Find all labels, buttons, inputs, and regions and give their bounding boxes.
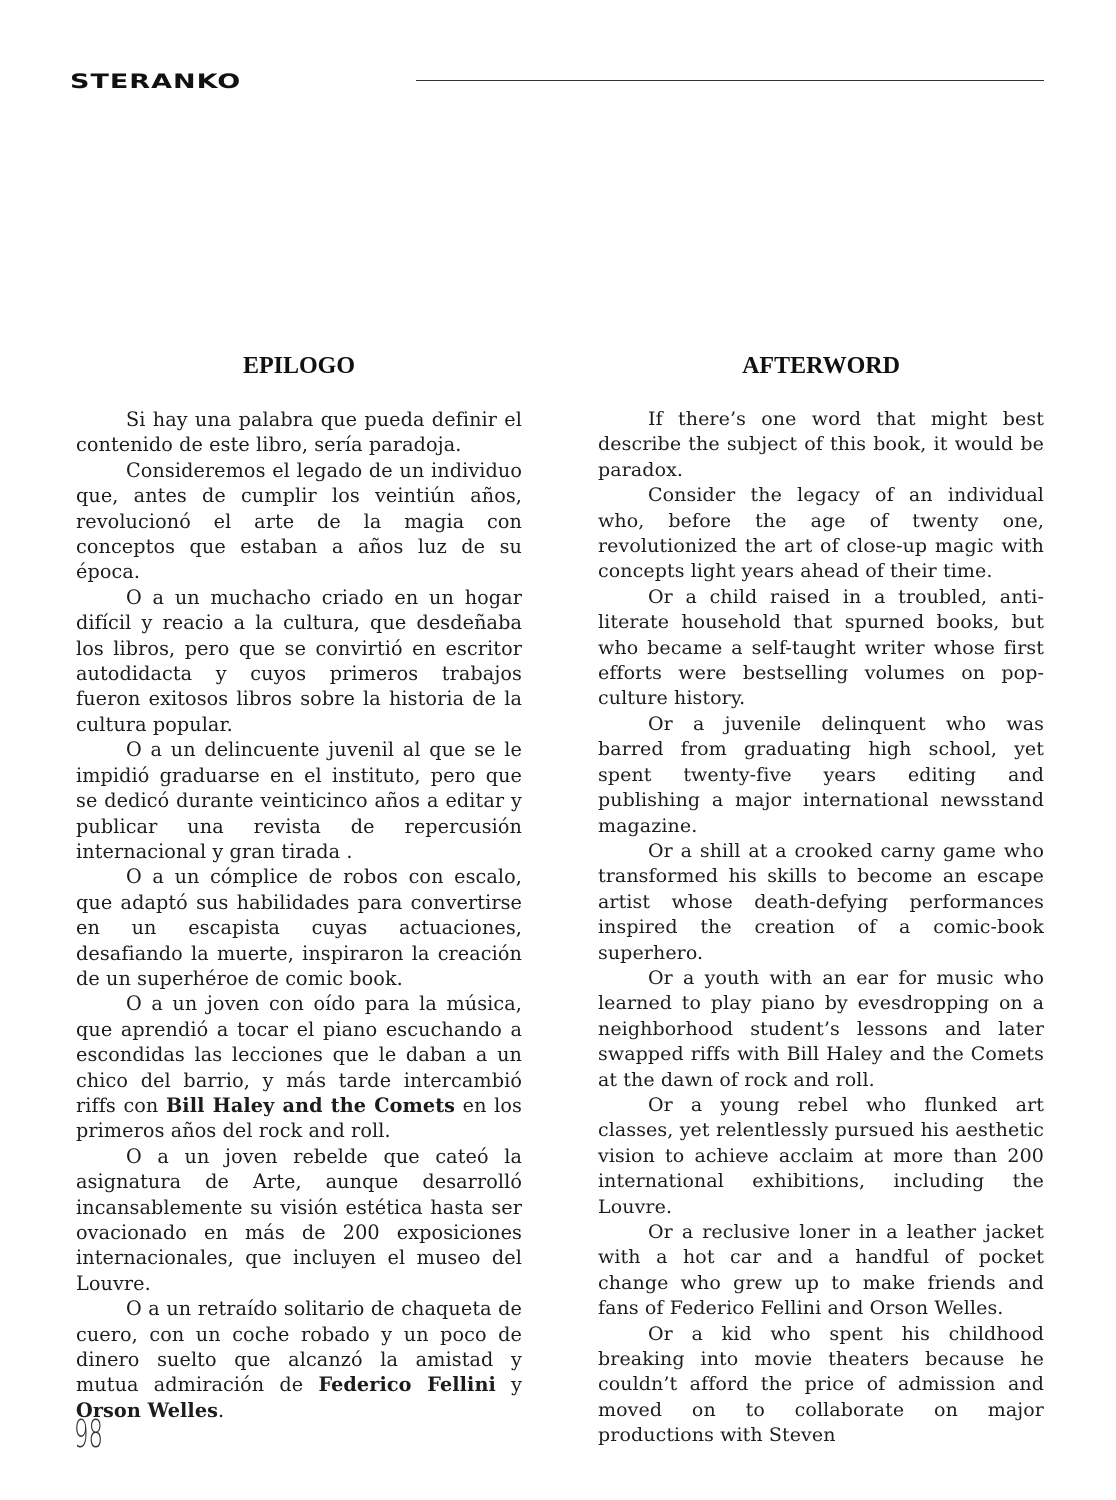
text-run: y — [495, 1373, 523, 1397]
epilogo-title: EPILOGO — [242, 353, 356, 379]
page-number: 98 — [74, 1412, 104, 1456]
page-header — [70, 68, 1044, 96]
bold-name: Federico Fellini — [318, 1373, 496, 1397]
header-rule — [416, 80, 1044, 81]
text-run: O a un joven con oído para la música, que aprendió a tocar el piano escuchando a escondidas las lecciones que le daban a un chico del barrio, y más tarde intercambió riffs con — [76, 992, 522, 1117]
paragraph: Or a juvenile delinquent who was barred from graduating high school, yet spent twenty-five years editing and publishing a major international newsstand magazine. — [598, 712, 1044, 837]
text-run: . — [218, 1398, 225, 1422]
paragraph: Or a kid who spent his childhood breaking into movie theaters because he couldn’t afford the price of admission and moved on to collaborate on major productions with Steven — [598, 1322, 1044, 1447]
paragraph: Si hay una palabra que pueda definir el contenido de este libro, sería paradoja. — [76, 408, 522, 457]
spanish-column — [76, 350, 522, 1423]
afterword-title: AFTERWORD — [742, 353, 900, 379]
text-run: en los primeros años del rock and roll. — [76, 1093, 523, 1143]
steranko-logo: STERANKO — [70, 70, 242, 93]
paragraph — [76, 991, 522, 1143]
paragraph: O a un cómplice de robos con escalo, que adaptó sus habilidades para convertirse en un escapista cuyas actuaciones, desafiando la muerte, inspiraron la creación de un superhéroe de comic book. — [76, 865, 522, 990]
paragraph: Or a reclusive loner in a leather jacket with a hot car and a handful of pocket change who grew up to make friends and fans of Federico Fellini and Orson Welles. — [598, 1221, 1044, 1320]
english-column — [598, 350, 1044, 1449]
bold-name: Bill Haley and the Comets — [165, 1093, 456, 1117]
paragraph: Consider the legacy of an individual who, before the age of twenty one, revolutionized the art of close-up magic with concepts light years ahead of their time. — [598, 484, 1044, 583]
paragraph: Or a child raised in a troubled, anti-literate household that spurned books, but who became a self-taught writer whose first efforts were bestselling volumes on pop-culture history. — [598, 585, 1044, 710]
bold-name: Orson Welles — [76, 1398, 219, 1422]
paragraph: Consideremos el legado de un individuo que, antes de cumplir los veintiún años, revolucionó el arte de la magia con conceptos que estaban a años luz de su época. — [76, 458, 522, 584]
paragraph: Or a shill at a crooked carny game who transformed his skills to become an escape artist whose death-defying performances inspired the creation of a comic-book superhero. — [598, 839, 1044, 964]
paragraph: O a un muchacho criado en un hogar difícil y reacio a la cultura, que desdeñaba los libros, pero que se convirtió en escritor autodidacta y cuyos primeros trabajos fueron exitosos libros sobre la historia de la cultura popular. — [76, 585, 522, 736]
paragraph — [76, 1296, 522, 1423]
paragraph: O a un delincuente juvenil al que se le impidió graduarse en el instituto, pero que se dedicó durante veinticinco años a editar y publicar una revista de repercusión internacional y gran tirada . — [76, 738, 522, 863]
paragraph: Or a young rebel who flunked art classes, yet relentlessly pursued his aesthetic vision to achieve acclaim at more than 200 international exhibitions, including the Louvre. — [598, 1093, 1044, 1218]
paragraph: Or a youth with an ear for music who learned to play piano by evesdropping on a neighborhood student’s lessons and later swapped riffs with Bill Haley and the Comets at the dawn of rock and roll. — [598, 966, 1044, 1091]
paragraph: O a un joven rebelde que cateó la asignatura de Arte, aunque desarrolló incansablemente su visión estética hasta ser ovacionado en más de 200 exposiciones internacionales, que incluyen el museo del Louvre. — [76, 1144, 522, 1295]
text-run: O a un retraído solitario de chaqueta de cuero, con un coche robado y un poco de dinero suelto que alcanzó la amistad y mutua admiración de — [76, 1297, 522, 1397]
paragraph: If there’s one word that might best describe the subject of this book, it would be paradox. — [598, 408, 1044, 481]
